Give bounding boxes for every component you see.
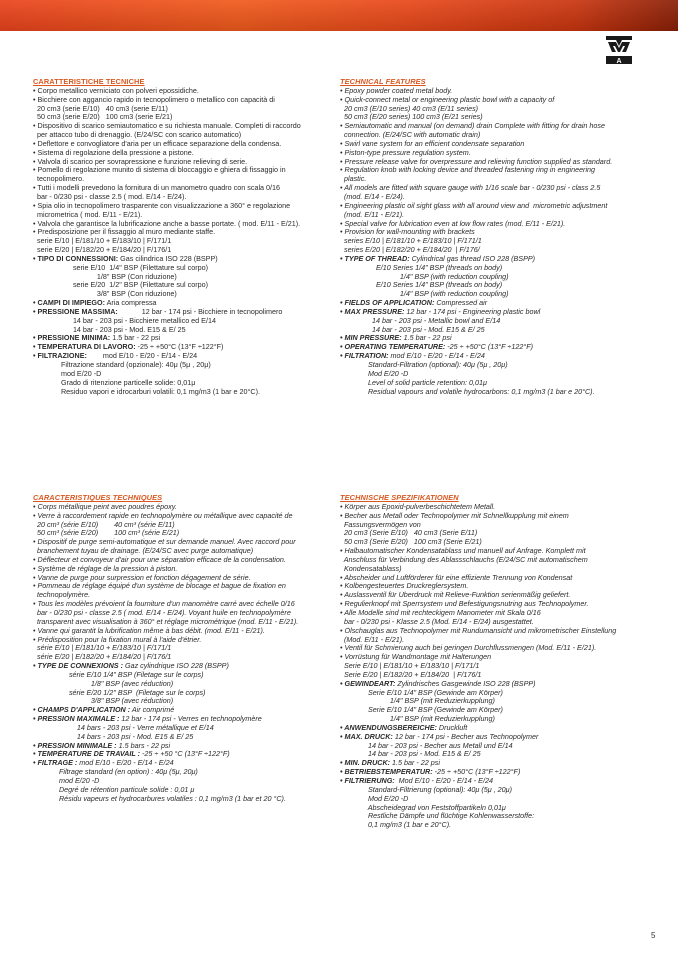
italian-section-title: CARATTERISTICHE TECNICHE xyxy=(33,77,145,86)
page-number: 5 xyxy=(651,931,656,940)
text-line: • GEWINDEART: Zylindrisches Gasgewinde ISO 228 (BSPP) xyxy=(340,679,536,688)
text-line: transparent avec visualisation à 360° et réglage micrométrique (mod. E/11 - E/21). xyxy=(33,617,299,626)
text-line: 1/4" BSP (mit Reduzierkupplung) xyxy=(340,697,495,706)
text-line: per attacco tubo di drenaggio. (E/24/SC con scarico automatico) xyxy=(33,131,242,140)
text-line: • Bicchiere con aggancio rapido in tecnopolimero o metallico con capacità di xyxy=(33,95,275,104)
text-line: • TYPE OF THREAD: Cylindrical gas thread ISO 228 (BSPP) xyxy=(340,254,536,263)
text-line: • BETRIEBSTEMPERATUR: -25 ÷ +50°C (13°F ÷122°F) xyxy=(340,768,521,777)
text-line: Filtrage standard (en option) : 40μ (5μ, 20μ) xyxy=(33,768,198,777)
text-line: 50 cm3 (E/20 series) 100 cm3 (E/21 series) xyxy=(340,113,483,122)
text-line: Serie E/10 1/4" BSP (Gewinde am Körper) xyxy=(340,688,503,697)
text-line: 14 bars - 203 psi - Verre métallique et E/14 xyxy=(33,723,214,732)
text-line: • Verre à raccordement rapide en technopolymère ou métallique avec capacité de xyxy=(33,511,293,520)
text-line: • MAX. DRUCK: 12 bar - 174 psi - Becher aus Technopolymer xyxy=(340,732,539,741)
italian-lines xyxy=(33,87,329,397)
text-line: 50 cm³ (série E/20) 100 cm³ (série E/21) xyxy=(33,529,180,538)
text-line: • CHAMPS D'APPLICATION : Air comprimé xyxy=(33,706,175,715)
text-line: 14 bar - 203 psi - Mod. E15 & E/ 25 xyxy=(340,325,485,334)
text-line: series E/20 | E/182/20 + E/184/20 | F/176/ xyxy=(340,246,480,255)
text-line: • Alle Modelle sind mit rechteckigem Manometer mit Skala 0/16 xyxy=(340,608,541,617)
text-line: 1/4" BSP (with reduction coupling) xyxy=(340,290,509,299)
text-line: • All models are fitted with square gauge with 1/16 scale bar - 0/230 psi - class 2.5 xyxy=(340,184,601,193)
text-line: branchement tuyau de drainage. (E/24/SC avec purge automatique) xyxy=(33,547,254,556)
text-line: • Tutti i modelli prevedono la fornitura di un manometro quadro con scala 0/16 xyxy=(33,184,281,193)
text-line: mod E/20 -D xyxy=(33,777,100,785)
text-line: • Semiautomatic and manual (on demand) drain Complete with fitting for drain hose xyxy=(340,122,605,131)
text-line: • Engineering plastic oil sight glass with all around view and micrometric adjustment xyxy=(340,201,608,210)
text-line: • FILTRIERUNG: Mod E/10 - E/20 - E/14 - E/24 xyxy=(340,777,493,785)
text-line: technopolymère. xyxy=(33,591,91,600)
text-line: 14 bar - 203 psi - Bicchiere metallico ed E/14 xyxy=(33,316,216,325)
svg-text:A: A xyxy=(616,58,622,65)
text-line: 20 cm3 (E/10 series) 40 cm3 (E/11 series) xyxy=(340,104,479,113)
text-line: • Dispositivo di scarico semiautomatico e su richiesta manuale. Completi di raccordo xyxy=(33,122,301,131)
text-line: • Swirl vane system for an efficient condensate separation xyxy=(340,139,525,148)
text-line: • TIPO DI CONNESSIONI: Gas cilindrica ISO 228 (BSPP) xyxy=(33,254,218,263)
text-line: • Dispositif de purge semi-automatique et sur demande manuel. Avec raccord pour xyxy=(33,538,296,547)
text-line: • FIELDS OF APPLICATION: Compressed air xyxy=(340,299,488,308)
text-line: • Pomello di regolazione munito di sistema di bloccaggio e ghiera di fissaggio in xyxy=(33,166,286,175)
text-line: Residuo vapori e idrocarburi volatili: 0,1 mg/m3 (1 bar e 20°C). xyxy=(33,387,260,396)
french-section-title: CARACTERISTIQUES TECHNIQUES xyxy=(33,493,163,502)
text-line: • PRESSION MAXIMALE : 12 bar - 174 psi - Verres en technopolymère xyxy=(33,715,262,724)
text-line: serie E/10 1/4" BSP (Filettature sul corpo) xyxy=(33,263,208,272)
text-line: • Halbautomatischer Kondensatablass und manuell auf Anfrage. Komplett mit xyxy=(340,547,586,556)
text-line: Standard-Filtrierung (optional): 40μ (5μ , 20μ) xyxy=(340,785,513,794)
text-line: 0,1 mg/m3 (1 bar e 20°C). xyxy=(340,821,452,830)
text-line: 14 bar - 203 psi - Mod. E15 & E/ 25 xyxy=(33,325,186,334)
english-section-title: TECHNICAL FEATURES xyxy=(340,77,426,86)
text-line: • CAMPI DI IMPIEGO: Aria compressa xyxy=(33,299,157,308)
text-line: • PRESSIONE MASSIMA: 12 bar - 174 psi - Bicchiere in tecnopolimero xyxy=(33,307,283,316)
text-line: • Corps métallique peint avec poudres époxy. xyxy=(33,502,177,511)
text-line: 1/4" BSP (mit Reduzierkupplung) xyxy=(340,715,495,724)
text-line: • Déflecteur et convoyeur d'air pour une séparation efficace de la condensation. xyxy=(33,555,286,564)
text-line: 20 cm3 (serie E/10) 40 cm3 (serie E/11) xyxy=(33,104,168,113)
text-line: série E/20 | E/182/20 + E/184/20 | F/176/1 xyxy=(33,653,172,662)
text-line: • ANWENDUNGSBEREICHE: Druckluft xyxy=(340,723,468,732)
text-line: bar - 0/230 psi - classe 2.5 ( mod. E/14 - E/24). Voyant huile en technopolymère xyxy=(33,608,291,617)
text-line: • Auslassventil für Überdruck mit Relieve-Funktion serienmäßig geliefert. xyxy=(340,591,571,600)
text-line: 20 cm³ (série E/10) 40 cm³ (série E/11) xyxy=(33,520,175,529)
text-line: 3/8" BSP (Con riduzione) xyxy=(33,290,177,299)
text-line: • Körper aus Epoxid-pulverbeschichtetem Metall. xyxy=(340,502,496,511)
text-line: • Valvola che garantisce la lubrificazione anche a basse portate. ( mod. E/11 - E/21). xyxy=(33,219,301,228)
text-line: series E/10 | E/181/10 + E/183/10 | F/171/1 xyxy=(340,237,482,246)
text-line: E/10 Series 1/4" BSP (threads on body) xyxy=(340,281,503,290)
text-line: Serie E/10 | E/181/10 + E/183/10 | F/171/1 xyxy=(340,662,480,671)
text-line: connection. (E/24/SC with automatic drain) xyxy=(340,131,481,140)
text-line: • Special valve for lubrication even at low flow rates (mod. E/11 - E/21). xyxy=(340,219,566,228)
text-line: • Prédisposition pour la fixation mural à l'aide d'étrier. xyxy=(33,635,202,644)
text-line: Residual vapours and volatile hydrocarbons: 0,1 mg/m3 (1 bar e 20°C). xyxy=(340,387,595,396)
text-line: • FILTRAGE : mod E/10 - E/20 - E/14 - E/24 xyxy=(33,759,174,768)
text-line: • Sistema di regolazione della pressione a pistone. xyxy=(33,148,194,157)
text-line: • Regulierknopf mit Sperrsystem und Befestigungsnutring aus Technopolymer. xyxy=(340,600,589,609)
text-line: Anschluss für Verbindung des Ablassschlauchs (E/24/SC mit automatischem xyxy=(340,555,588,564)
text-line: série E/10 | E/181/10 + E/183/10 | F/171/1 xyxy=(33,644,172,653)
text-line: • Système de réglage de la pression à piston. xyxy=(33,564,178,573)
text-line: Serie E/10 1/4" BSP (Gewinde am Körper) xyxy=(340,706,503,715)
text-line: • Pommeau de réglage équipé d'un système de blocage et bague de fixation en xyxy=(33,582,286,591)
french-section xyxy=(33,494,329,804)
text-line: • Vanne de purge pour surpression et fonction dégagement de série. xyxy=(33,573,251,582)
text-line: Serie E/20 | E/182/20 + E/184/20 | F/176/1 xyxy=(340,670,482,679)
text-line: • Quick-connect metal or engineering plastic bowl with a capacity of xyxy=(340,95,555,104)
text-line: 14 bar - 203 psi - Mod. E15 & E/ 25 xyxy=(340,750,481,759)
text-line: • OPERATING TEMPERATURE: -25 ÷ +50°C (13°F ÷122°F) xyxy=(340,343,533,352)
text-line: serie E/10 | E/181/10 + E/183/10 | F/171/1 xyxy=(33,237,172,246)
text-line: • PRESSIONE MINIMA: 1.5 bar - 22 psi xyxy=(33,334,161,343)
text-line: 1/8" BSP (Con riduzione) xyxy=(33,272,177,281)
text-line: • Predisposizione per il fissaggio al muro mediante staffe. xyxy=(33,228,216,237)
text-line: 14 bar - 203 psi - Metallic bowl and E/14 xyxy=(340,316,501,325)
text-line: • FILTRAZIONE: mod E/10 - E/20 - E/14 - E/24 xyxy=(33,352,198,361)
text-line: bar - 0/230 psi - classe 2.5 ( mod. E/14 - E/24). xyxy=(33,192,187,201)
text-line: Grado di ritenzione particelle solide: 0,01μ xyxy=(33,378,196,387)
text-line: • Ölschauglas aus Technopolymer mit Rundumansicht und mikrometrischer Einstellung xyxy=(340,626,617,635)
ani-logo-icon xyxy=(604,34,634,68)
text-line: serie E/20 | E/182/20 + E/184/20 | F/176/1 xyxy=(33,246,172,255)
text-line: • Deflettore e convogliatore d'aria per un efficace separazione della condensa. xyxy=(33,139,282,148)
text-line: série E/10 1/4" BSP (Filetage sur le corps) xyxy=(33,670,204,679)
text-line: • MIN PRESSURE: 1.5 bar - 22 psi xyxy=(340,334,452,343)
text-line: • PRESSION MINIMALE : 1.5 bars - 22 psi xyxy=(33,741,171,750)
text-line: E/10 Series 1/4" BSP (threads on body) xyxy=(340,263,503,272)
text-line: plastic. xyxy=(340,175,367,184)
text-line: Degré de rétention particule solide : 0,01 μ xyxy=(33,785,195,794)
text-line: serie E/20 1/2" BSP (Filettature sul corpo) xyxy=(33,281,208,290)
text-line: Résidu vapeurs et hydrocarbures volatiles : 0,1 mg/m3 (1 bar et 20 °C). xyxy=(33,794,286,803)
text-line: • MAX PRESSURE: 12 bar - 174 psi - Engineering plastic bowl xyxy=(340,307,541,316)
english-lines xyxy=(340,87,636,397)
text-line: 50 cm3 (Serie E/20) 100 cm3 (Serie E/21) xyxy=(340,538,482,547)
text-line: • Epoxy powder coated metal body. xyxy=(340,86,453,95)
header-band xyxy=(0,0,678,31)
text-line: Restliche Dämpfe und flüchtige Kohlenwasserstoffe: xyxy=(340,812,535,821)
french-lines xyxy=(33,503,329,804)
text-line: • FILTRATION: mod E/10 - E/20 - E/14 - E/24 xyxy=(340,352,485,361)
text-line: micrometrica ( mod. E/11 - E/21). xyxy=(33,210,143,219)
text-line: série E/20 1/2" BSP (Filetage sur le corps) xyxy=(33,688,206,697)
german-lines xyxy=(340,503,636,830)
text-line: tecnopolimero. xyxy=(33,175,85,184)
text-line: • Vanne qui garantit la lubrification même à bas débit. (mod. E/11 - E/21). xyxy=(33,626,265,635)
text-line: mod E/20 -D xyxy=(33,369,102,378)
text-line: 14 bar - 203 psi - Becher aus Metall und E/14 xyxy=(340,741,513,750)
text-line: Kondensatablass) xyxy=(340,564,402,573)
english-section xyxy=(340,78,636,396)
text-line: Fassungsvermögen von xyxy=(340,520,421,529)
text-line: (mod. E/14 - E/24). xyxy=(340,192,405,201)
text-line: 1/4" BSP (with reduction coupling) xyxy=(340,272,509,281)
text-line: • Piston-type pressure regulation system. xyxy=(340,148,471,157)
text-line: • Ventil für Schmierung auch bei geringen Durchflussmengen (Mod. E/11 - E/21). xyxy=(340,644,597,653)
text-line: • MIN. DRUCK: 1.5 bar - 22 psi xyxy=(340,759,440,768)
text-line: Mod E/20 -D xyxy=(340,369,409,378)
german-section-title: TECHNISCHE SPEZIFIKATIONEN xyxy=(340,493,459,502)
text-line: • Corpo metallico verniciato con polveri epossidiche. xyxy=(33,86,199,95)
text-line: • TEMPERATURA DI LAVORO: -25 ÷ +50°C (13°F ÷122°F) xyxy=(33,343,224,352)
text-line: • Vorrüstung für Wandmontage mit Halterungen xyxy=(340,653,492,662)
text-line: 3/8" BSP (avec réduction) xyxy=(33,697,174,706)
text-line: Mod E/20 -D xyxy=(340,794,409,803)
text-line: 50 cm3 (serie E/20) 100 cm3 (serie E/21) xyxy=(33,113,173,122)
text-line: • Abscheider und Luftförderer für eine effiziente Trennung von Kondensat xyxy=(340,573,573,582)
text-line: • Tous les modèles prévoient la fourniture d'un manomètre carré avec échelle 0/16 xyxy=(33,600,295,609)
text-line: Abscheidegrad von Feststoffpartikeln 0,01μ xyxy=(340,803,506,812)
text-line: • Regulation knob with locking device and threaded fastening ring in engineering xyxy=(340,166,596,175)
text-line: Level of solid particle retention: 0,01μ xyxy=(340,378,487,387)
text-line: Standard-Filtration (optional): 40μ (5μ , 20μ) xyxy=(340,361,508,369)
text-line: (mod. E/11 - E/21). xyxy=(340,210,405,219)
text-line: • TEMPÉRATURE DE TRAVAIL : -25 ÷ +50 °C (13°F ÷122°F) xyxy=(33,750,230,759)
german-section xyxy=(340,494,636,830)
text-line: 14 bars - 203 psi - Mod. E15 & E/ 25 xyxy=(33,732,194,741)
text-line: 20 cm3 (Serie E/10) 40 cm3 (Serie E/11) xyxy=(340,529,478,538)
text-line: • Becher aus Metall oder Technopolymer mit Schnellkupplung mit einem xyxy=(340,511,569,520)
text-line: • Pressure release valve for overpressure and relieving function supplied as standard. xyxy=(340,157,613,166)
text-line: • Kolbengesteuertes Druckreglersystem. xyxy=(340,582,469,591)
text-line: Filtrazione standard (opzionale): 40μ (5μ , 20μ) xyxy=(33,361,211,369)
text-line: • Valvola di scarico per sovrapressione e funzione relieving di serie. xyxy=(33,157,248,166)
text-line: 1/8" BSP (avec réduction) xyxy=(33,679,174,688)
italian-section xyxy=(33,78,329,396)
text-line: bar - 0/230 psi - Klasse 2.5 (Mod. E/14 - E/24) ausgestattet. xyxy=(340,617,534,626)
text-line: • Spia olio in tecnopolimero trasparente con visualizzazione a 360° e regolazione xyxy=(33,201,291,210)
text-line: (Mod. E/11 - E/21). xyxy=(340,635,405,644)
text-line: • TYPE DE CONNEXIONS : Gaz cylindrique ISO 228 (BSPP) xyxy=(33,662,229,671)
text-line: • Provision for wall-mounting with brackets xyxy=(340,228,475,237)
